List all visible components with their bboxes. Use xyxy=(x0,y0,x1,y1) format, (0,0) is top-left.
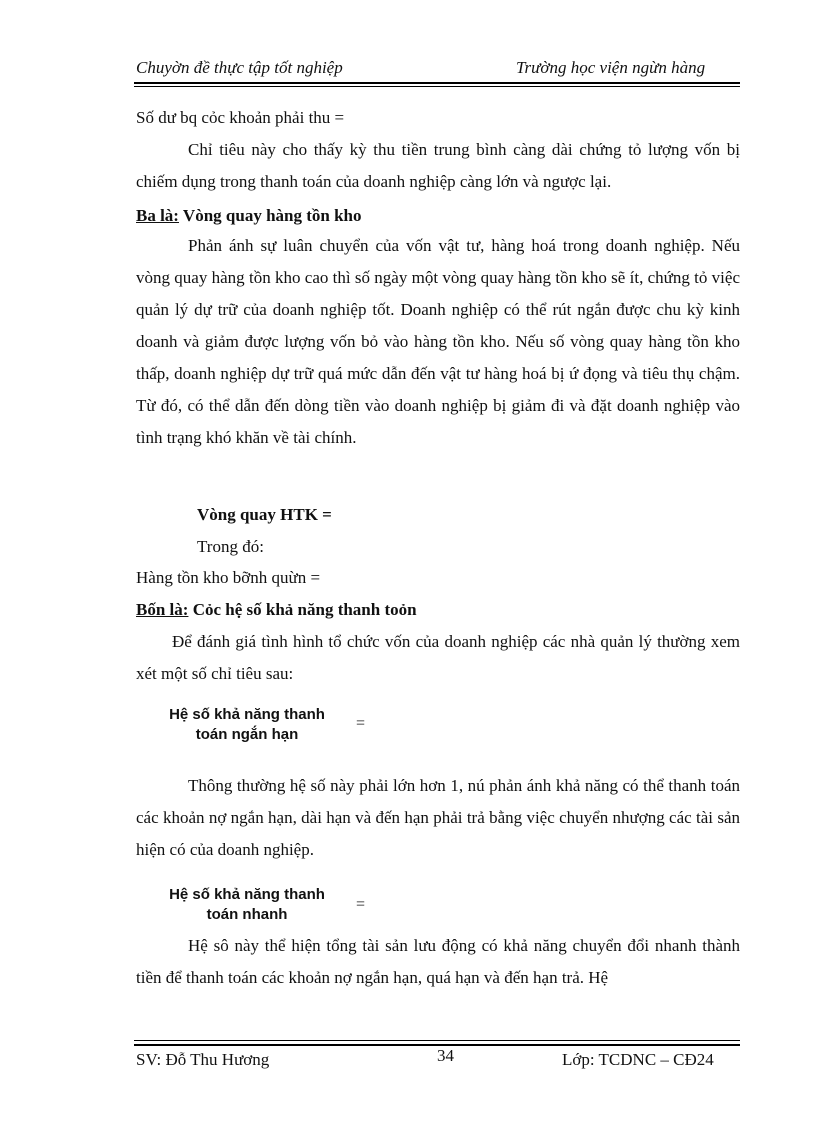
footer-student: SV: Đỗ Thu Hương xyxy=(136,1050,270,1069)
footer-rule-thin xyxy=(134,1040,740,1041)
footer-class: Lớp: TCDNC – CĐ24 xyxy=(562,1050,714,1069)
heading-text: Vòng quay hàng tồn kho xyxy=(178,206,362,225)
formula-quick-ratio-equals: = xyxy=(356,896,366,913)
formula-current-ratio-equals: = xyxy=(356,715,366,732)
header-rule-thin xyxy=(134,86,740,87)
header-right: Trường học viện ngừn hàng xyxy=(516,58,706,77)
formula-htk: Vòng quay HTK = xyxy=(197,505,332,524)
heading-prefix: Ba là: xyxy=(136,206,179,225)
formula-label-line1: Hệ số khả năng thanh xyxy=(169,886,325,903)
where-label: Trong đó: xyxy=(197,537,264,556)
formula-label-line1: Hệ số khả năng thanh xyxy=(169,706,325,723)
heading-prefix: Bốn là: xyxy=(136,600,189,619)
formula-current-ratio-label xyxy=(136,705,358,745)
heading-liquidity-ratios xyxy=(136,598,417,622)
receivables-avg-line: Số dư bq cỏc khoản phải thu = xyxy=(136,108,345,127)
paragraph-collection-period: Chỉ tiêu này cho thấy kỳ thu tiền trung bình càng dài chứng tỏ lượng vốn bị chiếm dụng trong thanh toán của doanh nghiệp càng lớn và ngược lại. xyxy=(136,140,740,191)
header-left: Chuyờn đề thực tập tốt nghiệp xyxy=(136,58,343,77)
paragraph-quick-ratio: Hệ sô này thể hiện tổng tài sản lưu động có khả năng chuyển đổi nhanh thành tiền để thanh toán các khoản nợ ngắn hạn, quá hạn và đến hạn trả. Hệ xyxy=(136,936,740,987)
header-rule xyxy=(134,82,740,84)
formula-label-line2: toán nhanh xyxy=(206,906,288,923)
avg-inventory-line: Hàng tồn kho bỡnh quừn = xyxy=(136,568,321,587)
page-number: 34 xyxy=(437,1046,454,1065)
heading-text: Cỏc hệ số khả năng thanh toỏn xyxy=(188,600,417,619)
paragraph-inventory: Phản ánh sự luân chuyển của vốn vật tư, hàng hoá trong doanh nghiệp. Nếu vòng quay hàng tồn kho cao thì số ngày một vòng quay hàng tồn kho sẽ ít, chứng tỏ việc quản lý dự trữ của doanh nghiệp tốt. Doanh nghiệp có thể rút ngắn được chu kỳ kinh doanh và giảm được lượng vốn bỏ vào hàng tồn kho. Nếu số vòng quay hàng tồn kho thấp, doanh nghiệp dự trữ quá mức dẫn đến vật tư hàng hoá bị ứ đọng và tiêu thụ chậm. Từ đó, có thể dẫn đến dòng tiền vào doanh nghiệp bị giảm đi và đặt doanh nghiệp vào tình trạng khó khăn về tài chính. xyxy=(136,236,740,447)
heading-inventory-turnover xyxy=(136,204,362,228)
paragraph-evaluation: Để đánh giá tình hình tổ chức vốn của doanh nghiệp các nhà quản lý thường xem xét một số chỉ tiêu sau: xyxy=(136,632,740,683)
paragraph-current-ratio: Thông thường hệ số này phải lớn hơn 1, nú phản ánh khả năng có thể thanh toán các khoản nợ ngắn hạn, dài hạn và đến hạn phải trả bằng việc chuyển nhượng các tài sản hiện có của doanh nghiệp. xyxy=(136,776,740,859)
formula-quick-ratio-label xyxy=(136,885,358,925)
formula-label-line2: toán ngắn hạn xyxy=(195,726,299,743)
